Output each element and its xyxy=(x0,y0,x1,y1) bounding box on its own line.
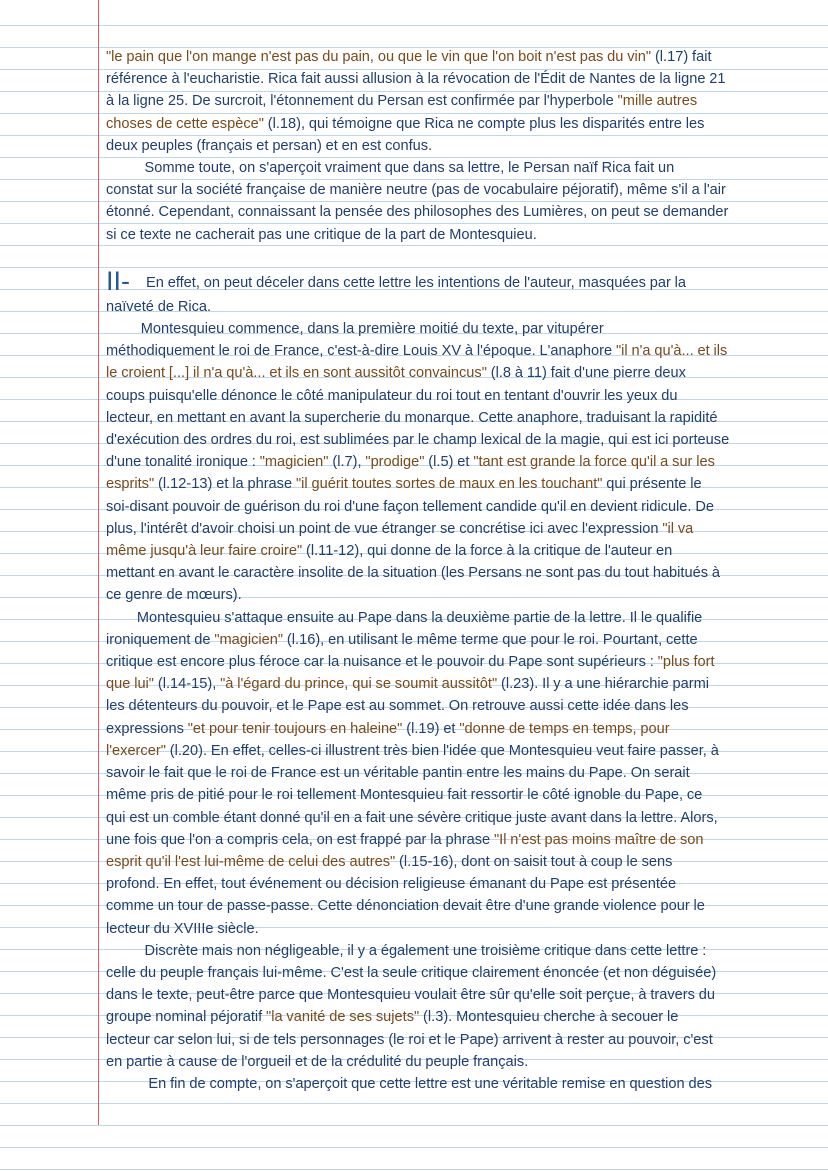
quote: "il n'a qu'à... et ils le croient [...] il n'a qu'à... et ils en sont aussitôt convaincus" xyxy=(106,343,728,382)
text: (l.14-15), xyxy=(154,676,221,693)
margin-line xyxy=(98,0,99,1125)
section-two-intro xyxy=(106,266,822,318)
text: (l.16), en utilisant le même terme que pour le roi. Pourtant, cette critique est encore plus féroce car la nuisance et le pouvoir du Pape sont supérieurs : xyxy=(106,631,698,671)
quote: "donne de temps en temps, pour l'exercer" xyxy=(106,720,670,759)
quote: "tant est grande la force qu'il a sur les esprits" xyxy=(106,454,715,493)
text: Montesquieu commence, dans la première moitié du texte, par vitupérer méthodiquement le roi de France, c'est-à-dire Louis XV à l'époque. L'anaphore xyxy=(106,321,613,360)
text: Montesquieu s'attaque ensuite au Pape dans la deuxième partie de la lettre. Il le qualifie ironiquement de xyxy=(106,609,703,648)
text: (l.20). En effet, celles-ci illustrent très bien l'idée que Montesquieu veut faire passer, à savoir le fait que le roi de France est un véritable pantin entre les mains du Pape. On serait même pris de pitié pour le roi tellement Montesquieu fait ressortir le côté ignoble du Pape, ce qui est un comble étant donné qu'il en a fait une sévère critique juste avant dans la lettre. Alors, une fois que l'on a compris cela, on est frappé par la phrase xyxy=(106,742,719,848)
text: qui présente le soi-disant pouvoir de guérison du roi d'une façon tellement candide qu'il en devient ridicule. De plus, l'intérêt d'avoir choisi un point de vue étranger se concrétise ici avec l'expression xyxy=(106,476,714,537)
text: (l.19) et xyxy=(402,720,460,737)
quote: "magicien" xyxy=(214,631,284,648)
quote: "et pour tenir toujours en haleine" xyxy=(187,720,403,737)
text: (l.15-16), dont on saisit tout à coup le sens profond. En effet, tout événement ou décision religieuse émanant du Pape est présentée comme un tour de passe-passe. Cette dénonciation devait être d'une grande violence pour le lecteur du XVIIIe siècle. xyxy=(106,853,705,937)
quote: "prodige" xyxy=(365,454,425,471)
quote: "le pain que l'on mange n'est pas du pain, ou que le vin que l'on boit n'est pas du vin" xyxy=(106,49,652,65)
paragraph-peuple xyxy=(106,940,822,1073)
section-number: II- xyxy=(106,265,130,296)
spacer xyxy=(106,246,822,266)
text: (l.18), qui témoigne que Rica ne compte plus les disparités entre les deux peuples (français et persan) et en est confus. xyxy=(106,115,705,154)
paragraph-roi xyxy=(106,318,822,607)
paragraph-somme-toute: Somme toute, on s'aperçoit vraiment que dans sa lettre, le Persan naïf Rica fait un constat sur la société française de manière neutre (pas de vocabulaire péjoratif), même s'il a l'air étonné. Cependant, connaissant la pensée des philosophes des Lumières, on peut se demander si ce texte ne cacherait pas une critique de la part de Montesquieu. xyxy=(106,160,729,243)
essay-page xyxy=(106,46,822,1095)
quote: "Il n'est pas moins maître de son esprit qu'il l'est lui-même de celui des autres" xyxy=(106,831,704,870)
text: (l.3). Montesquieu cherche à secouer le lecteur car selon lui, si de tels personnages (le roi et le Pape) arrivent à rester au pouvoir, c'est en partie à cause de l'orgueil et de la crédulité du peuple français. xyxy=(106,1009,713,1070)
quote: "il va même jusqu'à leur faire croire" xyxy=(106,520,694,560)
quote: "à l'égard du prince, qui se soumit aussitôt" xyxy=(220,676,498,693)
text: (l.7), xyxy=(328,454,366,471)
paragraph-eucharistie xyxy=(106,46,822,157)
paragraph-fin-de-compte: En fin de compte, on s'aperçoit que cette lettre est une véritable remise en question des xyxy=(106,1075,713,1092)
paragraph-pape xyxy=(106,607,822,940)
text: (l.12-13) et la phrase xyxy=(154,476,296,493)
text: (l.11-12), qui donne de la force à la critique de l'auteur en mettant en avant le caractère insolite de la situation (les Persans ne sont pas du tout habitués à ce genre de mœurs). xyxy=(106,543,720,604)
quote: "mille autres choses de cette espèce" xyxy=(106,93,698,132)
quote: "il guérit toutes sortes de maux en les touchant" xyxy=(295,476,603,493)
text: (l.5) et xyxy=(424,454,474,471)
quote: "magicien" xyxy=(259,454,329,471)
text: (l.17) fait référence à l'eucharistie. Rica fait aussi allusion à la révocation de l'Édit de Nantes de la ligne 21 à la ligne 25. De surcroit, l'étonnement du Persan est confirmée par l'hyperbole xyxy=(106,49,726,110)
text: Discrète mais non négligeable, il y a également une troisième critique dans cette lettre : celle du peuple français lui-même. C'est la seule critique clairement énoncée (et non déguisée) dans le texte, peut-être parce que Montesquieu voulait être sûr qu'elle soit perçue, à travers du groupe nominal péjoratif xyxy=(106,942,717,1026)
quote: "plus fort que lui" xyxy=(106,654,715,693)
text: (l.8 à 11) fait d'une pierre deux coups puisqu'elle dénonce le côté manipulateur du roi tout en tentant d'ouvrir les yeux du lecteur, en mettant en avant la supercherie du monarque. Cette anaphore, traduisant la rapidité d'exécution des ordres du roi, est sublimées par le champ lexical de la magie, qui est ici porteuse d'une tonalité ironique : xyxy=(106,365,730,471)
quote: "la vanité de ses sujets" xyxy=(266,1009,420,1026)
text: En effet, on peut déceler dans cette lettre les intentions de l'auteur, masquées par la naïveté de Rica. xyxy=(106,274,687,315)
text: (l.23). Il y a une hiérarchie parmi les détenteurs du pouvoir, et le Pape est au sommet. On retrouve aussi cette idée dans les expressions xyxy=(106,676,710,737)
